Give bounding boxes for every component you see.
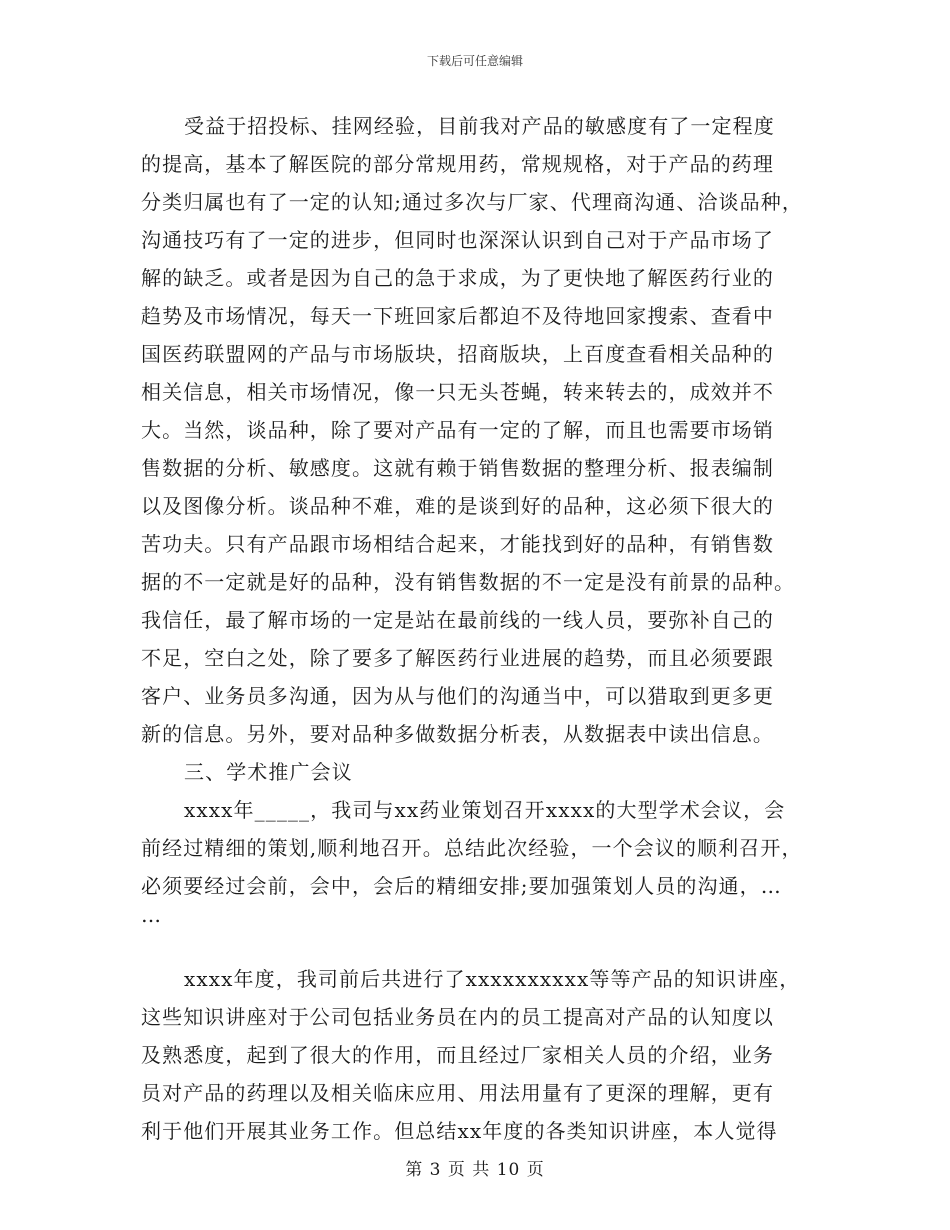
paragraph-gap [141,938,821,960]
page-footer: 第 3 页 共 10 页 [405,1160,545,1180]
paragraph-line: 我信任，最了解市场的一定是站在最前线的一线人员，要弥补自己的 [141,608,774,632]
paragraph-line: 客户、业务员多沟通，因为从与他们的沟通当中，可以猎取到更多更 [141,684,774,708]
paragraph-line: 新的信息。另外，要对品种多做数据分析表，从数据表中读出信息。 [141,722,774,746]
paragraph-line: 趋势及市场情况，每天一下班回家后都迫不及待地回家搜索、查看中 [141,304,774,328]
paragraph-line: 的提高，基本了解医院的部分常规用药，常规规格，对于产品的药理 [141,152,774,176]
paragraph-line: 受益于招投标、挂网经验，目前我对产品的敏感度有了一定程度 [184,114,775,138]
paragraph-line: 员对产品的药理以及相关临床应用、用法用量有了更深的理解，更有 [141,1081,774,1105]
paragraph-line: 这些知识讲座对于公司包括业务员在内的员工提高对产品的认知度以 [141,1005,774,1029]
paragraph-line: 相关信息，相关市场情况，像一只无头苍蝇，转来转去的，成效并不 [141,380,774,404]
paragraph-line: … [141,903,163,927]
paragraph-line: 沟通技巧有了一定的进步，但同时也深深认识到自己对于产品市场了 [141,228,774,252]
paragraph-line: 利于他们开展其业务工作。但总结xx年度的各类知识讲座，本人觉得 [141,1119,778,1143]
paragraph-line: 国医药联盟网的产品与市场版块，招商版块，上百度查看相关品种的 [141,342,774,366]
paragraph-line: 售数据的分析、敏感度。这就有赖于销售数据的整理分析、报表编制 [141,456,774,480]
paragraph-line: 前经过精细的策划,顺利地召开。总结此次经验，一个会议的顺利召开， [141,836,803,860]
paragraph-line: 必须要经过会前，会中，会后的精细安排;要加强策划人员的沟通，… [141,874,782,898]
paragraph-line: 分类归属也有了一定的认知;通过多次与厂家、代理商沟通、洽谈品种， [141,190,803,214]
paragraph-line: 解的缺乏。或者是因为自己的急于求成，为了更快地了解医药行业的 [141,266,774,290]
paragraph-line: 苦功夫。只有产品跟市场相结合起来，才能找到好的品种，有销售数 [141,532,774,556]
paragraph-line: 据的不一定就是好的品种，没有销售数据的不一定是没有前景的品种。 [141,570,796,594]
paragraph-line: 以及图像分析。谈品种不难，难的是谈到好的品种，这必须下很大的 [141,494,774,518]
paragraph-line: 及熟悉度，起到了很大的作用，而且经过厂家相关人员的介绍，业务 [141,1043,774,1067]
document-body [141,107,821,1150]
section-heading: 三、学术推广会议 [184,760,353,784]
paragraph-line: xxxx年度，我司前后共进行了xxxxxxxxxx等等产品的知识讲座， [184,967,801,991]
paragraph-line: 不足，空白之处，除了要多了解医药行业进展的趋势，而且必须要跟 [141,646,774,670]
paragraph-line: 大。当然，谈品种，除了要对产品有一定的了解，而且也需要市场销 [141,418,774,442]
page-header: 下载后可任意编辑 [426,54,523,68]
paragraph-line: xxxx年_____，我司与xx药业策划召开xxxx的大型学术会议，会 [184,798,786,822]
